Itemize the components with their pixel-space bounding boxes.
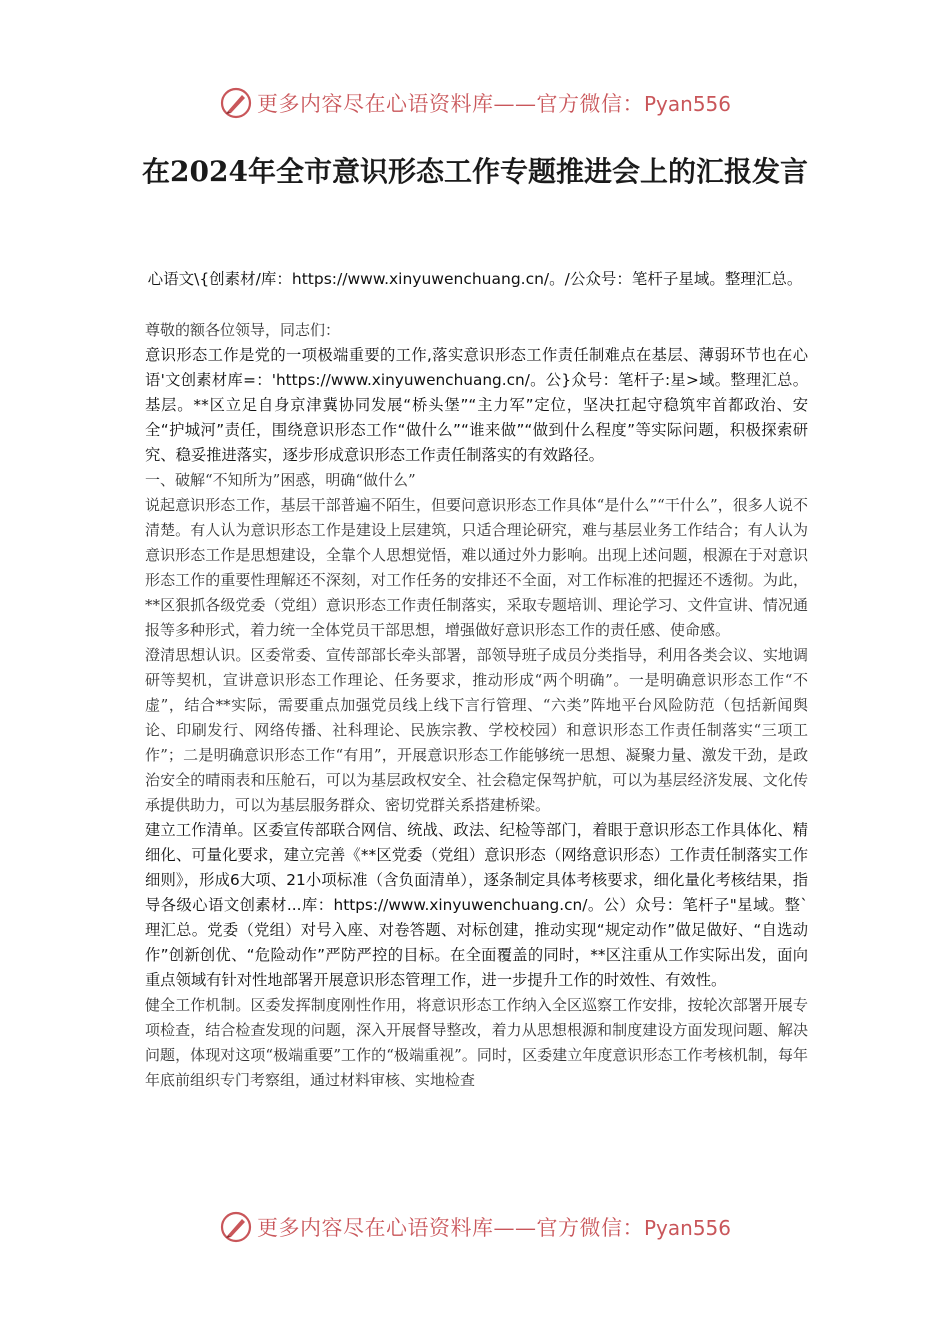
paragraph: 澄清思想认识。区委常委、宣传部部长牵头部署，部领导班子成员分类指导，利用各类会议、实地调研等契机，宣讲意识形态工作理论、任务要求，推动形成“两个明确”。一是明确意识形态工作“不虚”，结合**实际，需要重点加强党员线上线下言行管理、“六类”阵地平台风险防范（包括新闻舆论、印刷发行、网络传播、社科理论、民族宗教、学校校园）和意识形态工作责任制落实“三项工作”；二是明确意识形态工作“有用”，开展意识形态工作能够统一思想、凝聚力量、激发干劲，是政治安全的晴雨表和压舱石，可以为基层政权安全、社会稳定保驾护航，可以为基层经济发展、文化传承提供助力，可以为基层服务群众、密切党群关系搭建桥梁。 bbox=[145, 646, 808, 814]
pen-icon bbox=[219, 1210, 253, 1244]
document-title: 在2024年全市意识形态工作专题推进会上的汇报发言 bbox=[142, 155, 808, 188]
watermark-text: 更多内容尽在心语资料库——官方微信：Pyan556 bbox=[256, 92, 731, 116]
section-heading: 一、破解“不知所为”困惑，明确“做什么” bbox=[145, 471, 416, 489]
document-body bbox=[145, 318, 808, 1093]
intro-paragraph: 意识形态工作是党的一项极端重要的工作,落实意识形态工作责任制难点在基层、薄弱环节也在心语'文创素材库=：'https://www.xinyuwenchuang.cn/。公}众号：笔杆子:星>域。整理汇总。基层。**区立足自身京津冀协同发展“桥头堡”“主力军”定位，坚决扛起守稳筑牢首都政治、安全“护城河”责任，围绕意识形态工作“做什么”“谁来做”“做到什么程度”等实际问题，积极探索研究、稳妥推进落实，逐步形成意识形态工作责任制落实的有效路径。 bbox=[145, 346, 808, 464]
watermark-banner-bottom bbox=[0, 1210, 950, 1244]
source-line: 心语文\{创素材/库：https://www.xinyuwenchuang.cn/。/公众号：笔杆子星域。整理汇总。 bbox=[147, 270, 803, 288]
salutation: 尊敬的额各位领导，同志们： bbox=[145, 321, 341, 339]
paragraph: 健全工作机制。区委发挥制度刚性作用，将意识形态工作纳入全区巡察工作安排，按轮次部署开展专项检查，结合检查发现的问题，深入开展督导整改，着力从思想根源和制度建设方面发现问题、解决问题，体现对这项“极端重要”工作的“极端重视”。同时，区委建立年度意识形态工作考核机制，每年年底前组织专门考察组，通过材料审核、实地检查 bbox=[145, 996, 808, 1089]
paragraph: 建立工作清单。区委宣传部联合网信、统战、政法、纪检等部门，着眼于意识形态工作具体化、精细化、可量化要求，建立完善《**区党委（党组）意识形态（网络意识形态）工作责任制落实工作细则》，形成6大项、21小项标准（含负面清单），逐条制定具体考核要求，细化量化考核结果，指导各级心语文创素材...库：https://www.xinyuwenchuang.cn/。公）众号：笔杆子"星域。整`理汇总。党委（党组）对号入座、对卷答题、对标创建，推动实现“规定动作”做足做好、“自选动作”创新创优、“危险动作”严防严控的目标。在全面覆盖的同时，**区注重从工作实际出发，面向重点领域有针对性地部署开展意识形态管理工作，进一步提升工作的时效性、有效性。 bbox=[145, 821, 808, 989]
watermark-text: 更多内容尽在心语资料库——官方微信：Pyan556 bbox=[256, 1216, 731, 1240]
pen-icon bbox=[219, 86, 253, 120]
paragraph: 说起意识形态工作，基层干部普遍不陌生，但要问意识形态工作具体“是什么”“干什么”，很多人说不清楚。有人认为意识形态工作是建设上层建筑，只适合理论研究，难与基层业务工作结合；有人认为意识形态工作是思想建设，全靠个人思想觉悟，难以通过外力影响。出现上述问题，根源在于对意识形态工作的重要性理解还不深刻，对工作任务的安排还不全面，对工作标准的把握还不透彻。为此，**区狠抓各级党委（党组）意识形态工作责任制落实，采取专题培训、理论学习、文件宣讲、情况通报等多种形式，着力统一全体党员干部思想，增强做好意识形态工作的责任感、使命感。 bbox=[145, 496, 808, 639]
watermark-banner-top bbox=[0, 86, 950, 120]
